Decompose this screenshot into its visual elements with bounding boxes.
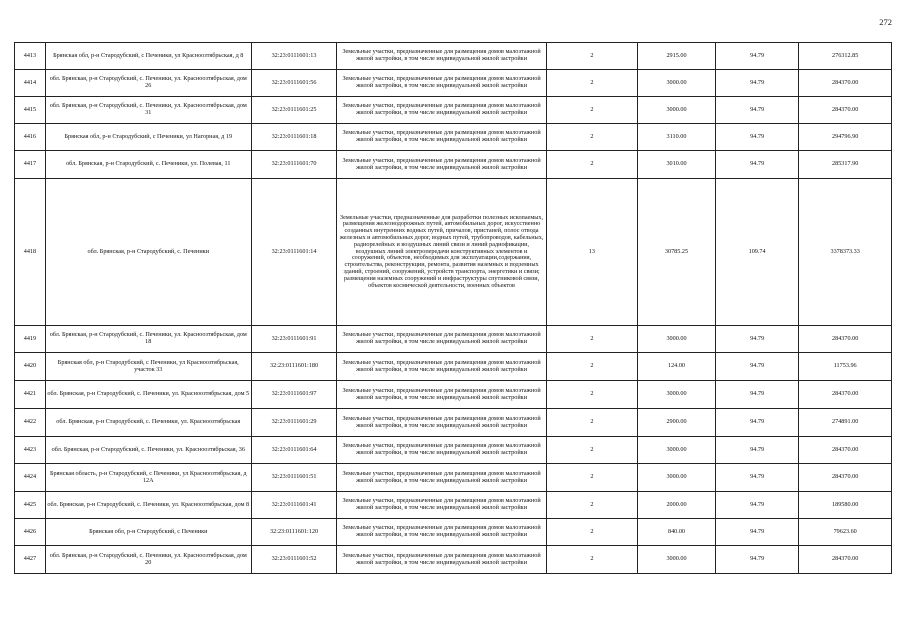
area-cell: 3010.00	[638, 151, 716, 179]
cadastral-number-cell: 32:23:0111601:51	[251, 464, 337, 492]
area-cell: 3000.00	[638, 326, 716, 353]
address-cell: Брянская обл, р-н Стародубский, с Печеники, ул Красноозтябрьская, д 8	[45, 43, 251, 70]
land-use-cell: Земельные участки, предназначенные для размещения домов малоэтажной жилой застройки, в том числе индивидуальной жилой застройки	[337, 326, 546, 353]
row-number-cell: 4425	[15, 492, 46, 519]
address-cell: обл. Брянская, р-н Стародубский, с. Печеники, ул. Красноозтябрьская	[45, 409, 251, 437]
land-use-cell: Земельные участки, предназначенные для размещения домов малоэтажной жилой застройки, в том числе индивидуальной жилой застройки	[337, 70, 546, 97]
row-number-cell: 4426	[15, 519, 46, 546]
table-row	[15, 381, 892, 409]
area-cell: 30785.25	[638, 179, 716, 326]
cadastral-number-cell: 32:23:0111601:14	[251, 179, 337, 326]
table-row	[15, 70, 892, 97]
table-row	[15, 409, 892, 437]
specific-value-cell: 94.79	[715, 353, 798, 381]
row-number-cell: 4424	[15, 464, 46, 492]
group-cell: 2	[546, 70, 637, 97]
row-number-cell: 4416	[15, 124, 46, 151]
address-cell: обл. Брянская, р-н Стародубский, с. Печеники, ул. Красноозтябрьская, 36	[45, 437, 251, 464]
table-row	[15, 43, 892, 70]
area-cell: 3110.00	[638, 124, 716, 151]
address-cell: обл. Брянская, р-н Стародубский, с. Печеники, ул. Красноозтябрьская, дом 20	[45, 546, 251, 574]
address-cell: обл. Брянская, р-н Стародубский, с. Печеники, ул. Полевая, 11	[45, 151, 251, 179]
area-cell: 2000.00	[638, 492, 716, 519]
cadastral-number-cell: 32:23:0111601:25	[251, 97, 337, 124]
group-cell: 2	[546, 43, 637, 70]
land-use-cell: Земельные участки, предназначенные для размещения домов малоэтажной жилой застройки, в том числе индивидуальной жилой застройки	[337, 464, 546, 492]
land-use-cell: Земельные участки, предназначенные для размещения домов малоэтажной жилой застройки, в том числе индивидуальной жилой застройки	[337, 437, 546, 464]
row-number-cell: 4418	[15, 179, 46, 326]
cadastral-number-cell: 32:23:0111601:29	[251, 409, 337, 437]
row-number-cell: 4422	[15, 409, 46, 437]
land-use-cell: Земельные участки, предназначенные для размещения домов малоэтажной жилой застройки, в том числе индивидуальной жилой застройки	[337, 381, 546, 409]
group-cell: 2	[546, 97, 637, 124]
land-use-cell: Земельные участки, предназначенные для размещения домов малоэтажной жилой застройки, в том числе индивидуальной жилой застройки	[337, 124, 546, 151]
table-row	[15, 179, 892, 326]
address-cell: Брянская обл, р-н Стародубский, с Печеники, ул Нагорная, д 19	[45, 124, 251, 151]
group-cell: 2	[546, 124, 637, 151]
row-number-cell: 4419	[15, 326, 46, 353]
cadastral-value-cell: 189580.00	[799, 492, 892, 519]
row-number-cell: 4427	[15, 546, 46, 574]
specific-value-cell: 94.79	[715, 437, 798, 464]
group-cell: 2	[546, 151, 637, 179]
land-use-cell: Земельные участки, предназначенные для разработки полезных ископаемых, размещения железнодорожных путей, автомобильных дорог, искусственно созданных внутренних водных путей, причалов, пристаней, полос отвода железных и автомобильных дорог, водных путей, трубопроводов, кабельных, радиорелейных и воздушных линий связи и линий радиофикации, воздушных линий электропередачи конструктивных элементов и сооружений, объектов, необходимых для эксплуатации,содержания, строительства, реконструкции, ремонта, развития наземных и подземных зданий, строений, сооружений, устройств транспорта, энергетики и связи; размещения наземных сооружений и инфраструктуры спутниковой связи, объектов космической деятельности, военных объектов	[337, 179, 546, 326]
cadastral-number-cell: 32:23:0111601:180	[251, 353, 337, 381]
group-cell: 2	[546, 464, 637, 492]
table-row	[15, 492, 892, 519]
land-use-cell: Земельные участки, предназначенные для размещения домов малоэтажной жилой застройки, в том числе индивидуальной жилой застройки	[337, 546, 546, 574]
table-body	[15, 43, 892, 574]
table-row	[15, 437, 892, 464]
cadastral-value-cell: 284370.00	[799, 70, 892, 97]
specific-value-cell: 109.74	[715, 179, 798, 326]
address-cell: Брянская область, р-н Стародубский, с Печеники, ул Красноозтябрьская, д 12А	[45, 464, 251, 492]
area-cell: 3000.00	[638, 381, 716, 409]
address-cell: обл. Брянская, р-н Стародубский, с. Печеники, ул. Красноозтябрьская, дом 18	[45, 326, 251, 353]
area-cell: 3000.00	[638, 464, 716, 492]
row-number-cell: 4417	[15, 151, 46, 179]
cadastral-value-cell: 284370.00	[799, 97, 892, 124]
area-cell: 2915.00	[638, 43, 716, 70]
land-use-cell: Земельные участки, предназначенные для размещения домов малоэтажной жилой застройки, в том числе индивидуальной жилой застройки	[337, 519, 546, 546]
cadastral-value-cell: 284370.00	[799, 326, 892, 353]
group-cell: 2	[546, 519, 637, 546]
address-cell: обл. Брянская, р-н Стародубский, с. Печеники, ул. Красноозтябрьская, дом 8	[45, 492, 251, 519]
specific-value-cell: 94.79	[715, 97, 798, 124]
group-cell: 2	[546, 353, 637, 381]
address-cell: обл. Брянская, р-н Стародубский, с. Печеники, ул. Красноозтябрьская, дом 26	[45, 70, 251, 97]
area-cell: 3000.00	[638, 437, 716, 464]
land-use-cell: Земельные участки, предназначенные для размещения домов малоэтажной жилой застройки, в том числе индивидуальной жилой застройки	[337, 492, 546, 519]
land-use-cell: Земельные участки, предназначенные для размещения домов малоэтажной жилой застройки, в том числе индивидуальной жилой застройки	[337, 353, 546, 381]
specific-value-cell: 94.79	[715, 43, 798, 70]
table-row	[15, 124, 892, 151]
row-number-cell: 4423	[15, 437, 46, 464]
specific-value-cell: 94.79	[715, 546, 798, 574]
area-cell: 3000.00	[638, 546, 716, 574]
land-use-cell: Земельные участки, предназначенные для размещения домов малоэтажной жилой застройки, в том числе индивидуальной жилой застройки	[337, 43, 546, 70]
specific-value-cell: 94.79	[715, 124, 798, 151]
cadastral-number-cell: 32:23:0111601:91	[251, 326, 337, 353]
cadastral-value-table	[14, 42, 892, 574]
cadastral-number-cell: 32:23:0111601:97	[251, 381, 337, 409]
table-row	[15, 546, 892, 574]
group-cell: 2	[546, 326, 637, 353]
specific-value-cell: 94.79	[715, 492, 798, 519]
group-cell: 2	[546, 492, 637, 519]
cadastral-number-cell: 32:23:0111601:52	[251, 546, 337, 574]
row-number-cell: 4414	[15, 70, 46, 97]
table-row	[15, 353, 892, 381]
cadastral-number-cell: 32:23:0111601:13	[251, 43, 337, 70]
cadastral-number-cell: 32:23:0111601:41	[251, 492, 337, 519]
cadastral-value-cell: 276312.85	[799, 43, 892, 70]
land-use-cell: Земельные участки, предназначенные для размещения домов малоэтажной жилой застройки, в том числе индивидуальной жилой застройки	[337, 97, 546, 124]
table-row	[15, 97, 892, 124]
table-row	[15, 519, 892, 546]
cadastral-value-cell: 284370.00	[799, 464, 892, 492]
area-cell: 840.00	[638, 519, 716, 546]
land-use-cell: Земельные участки, предназначенные для размещения домов малоэтажной жилой застройки, в том числе индивидуальной жилой застройки	[337, 151, 546, 179]
page-number: 272	[879, 17, 892, 27]
area-cell: 3000.00	[638, 97, 716, 124]
area-cell: 124.00	[638, 353, 716, 381]
cadastral-number-cell: 32:23:0111601:70	[251, 151, 337, 179]
specific-value-cell: 94.79	[715, 326, 798, 353]
group-cell: 13	[546, 179, 637, 326]
group-cell: 2	[546, 381, 637, 409]
group-cell: 2	[546, 437, 637, 464]
group-cell: 2	[546, 546, 637, 574]
specific-value-cell: 94.79	[715, 70, 798, 97]
address-cell: обл. Брянская, р-н Стародубский, с. Печеники, ул. Красноозтябрьская, дом 5	[45, 381, 251, 409]
cadastral-number-cell: 32:23:0111601:64	[251, 437, 337, 464]
cadastral-value-cell: 294796.90	[799, 124, 892, 151]
row-number-cell: 4415	[15, 97, 46, 124]
area-cell: 2900.00	[638, 409, 716, 437]
table-row	[15, 326, 892, 353]
row-number-cell: 4413	[15, 43, 46, 70]
row-number-cell: 4420	[15, 353, 46, 381]
cadastral-value-cell: 285317.90	[799, 151, 892, 179]
cadastral-value-cell: 274891.00	[799, 409, 892, 437]
cadastral-value-cell: 284370.00	[799, 437, 892, 464]
specific-value-cell: 94.79	[715, 151, 798, 179]
cadastral-number-cell: 32:23:0111601:120	[251, 519, 337, 546]
cadastral-value-cell: 284370.00	[799, 546, 892, 574]
row-number-cell: 4421	[15, 381, 46, 409]
cadastral-value-cell: 284370.00	[799, 381, 892, 409]
group-cell: 2	[546, 409, 637, 437]
specific-value-cell: 94.79	[715, 519, 798, 546]
address-cell: обл. Брянская, р-н Стародубский, с. Печеники, ул. Красноозтябрьская, дом 31	[45, 97, 251, 124]
specific-value-cell: 94.79	[715, 409, 798, 437]
table-row	[15, 151, 892, 179]
cadastral-number-cell: 32:23:0111601:56	[251, 70, 337, 97]
cadastral-value-cell: 11753.96	[799, 353, 892, 381]
address-cell: обл. Брянская, р-н Стародубский, с. Печеники	[45, 179, 251, 326]
land-use-cell: Земельные участки, предназначенные для размещения домов малоэтажной жилой застройки, в том числе индивидуальной жилой застройки	[337, 409, 546, 437]
specific-value-cell: 94.79	[715, 381, 798, 409]
cadastral-number-cell: 32:23:0111601:18	[251, 124, 337, 151]
cadastral-value-cell: 3378373.33	[799, 179, 892, 326]
area-cell: 3000.00	[638, 70, 716, 97]
specific-value-cell: 94.79	[715, 464, 798, 492]
address-cell: Брянская обл, р-н Стародубский, с Печеники	[45, 519, 251, 546]
cadastral-value-cell: 79623.60	[799, 519, 892, 546]
address-cell: Брянская обл, р-н Стародубский, с Печеники, ул Красноозтябрьская, участок 33	[45, 353, 251, 381]
table-row	[15, 464, 892, 492]
